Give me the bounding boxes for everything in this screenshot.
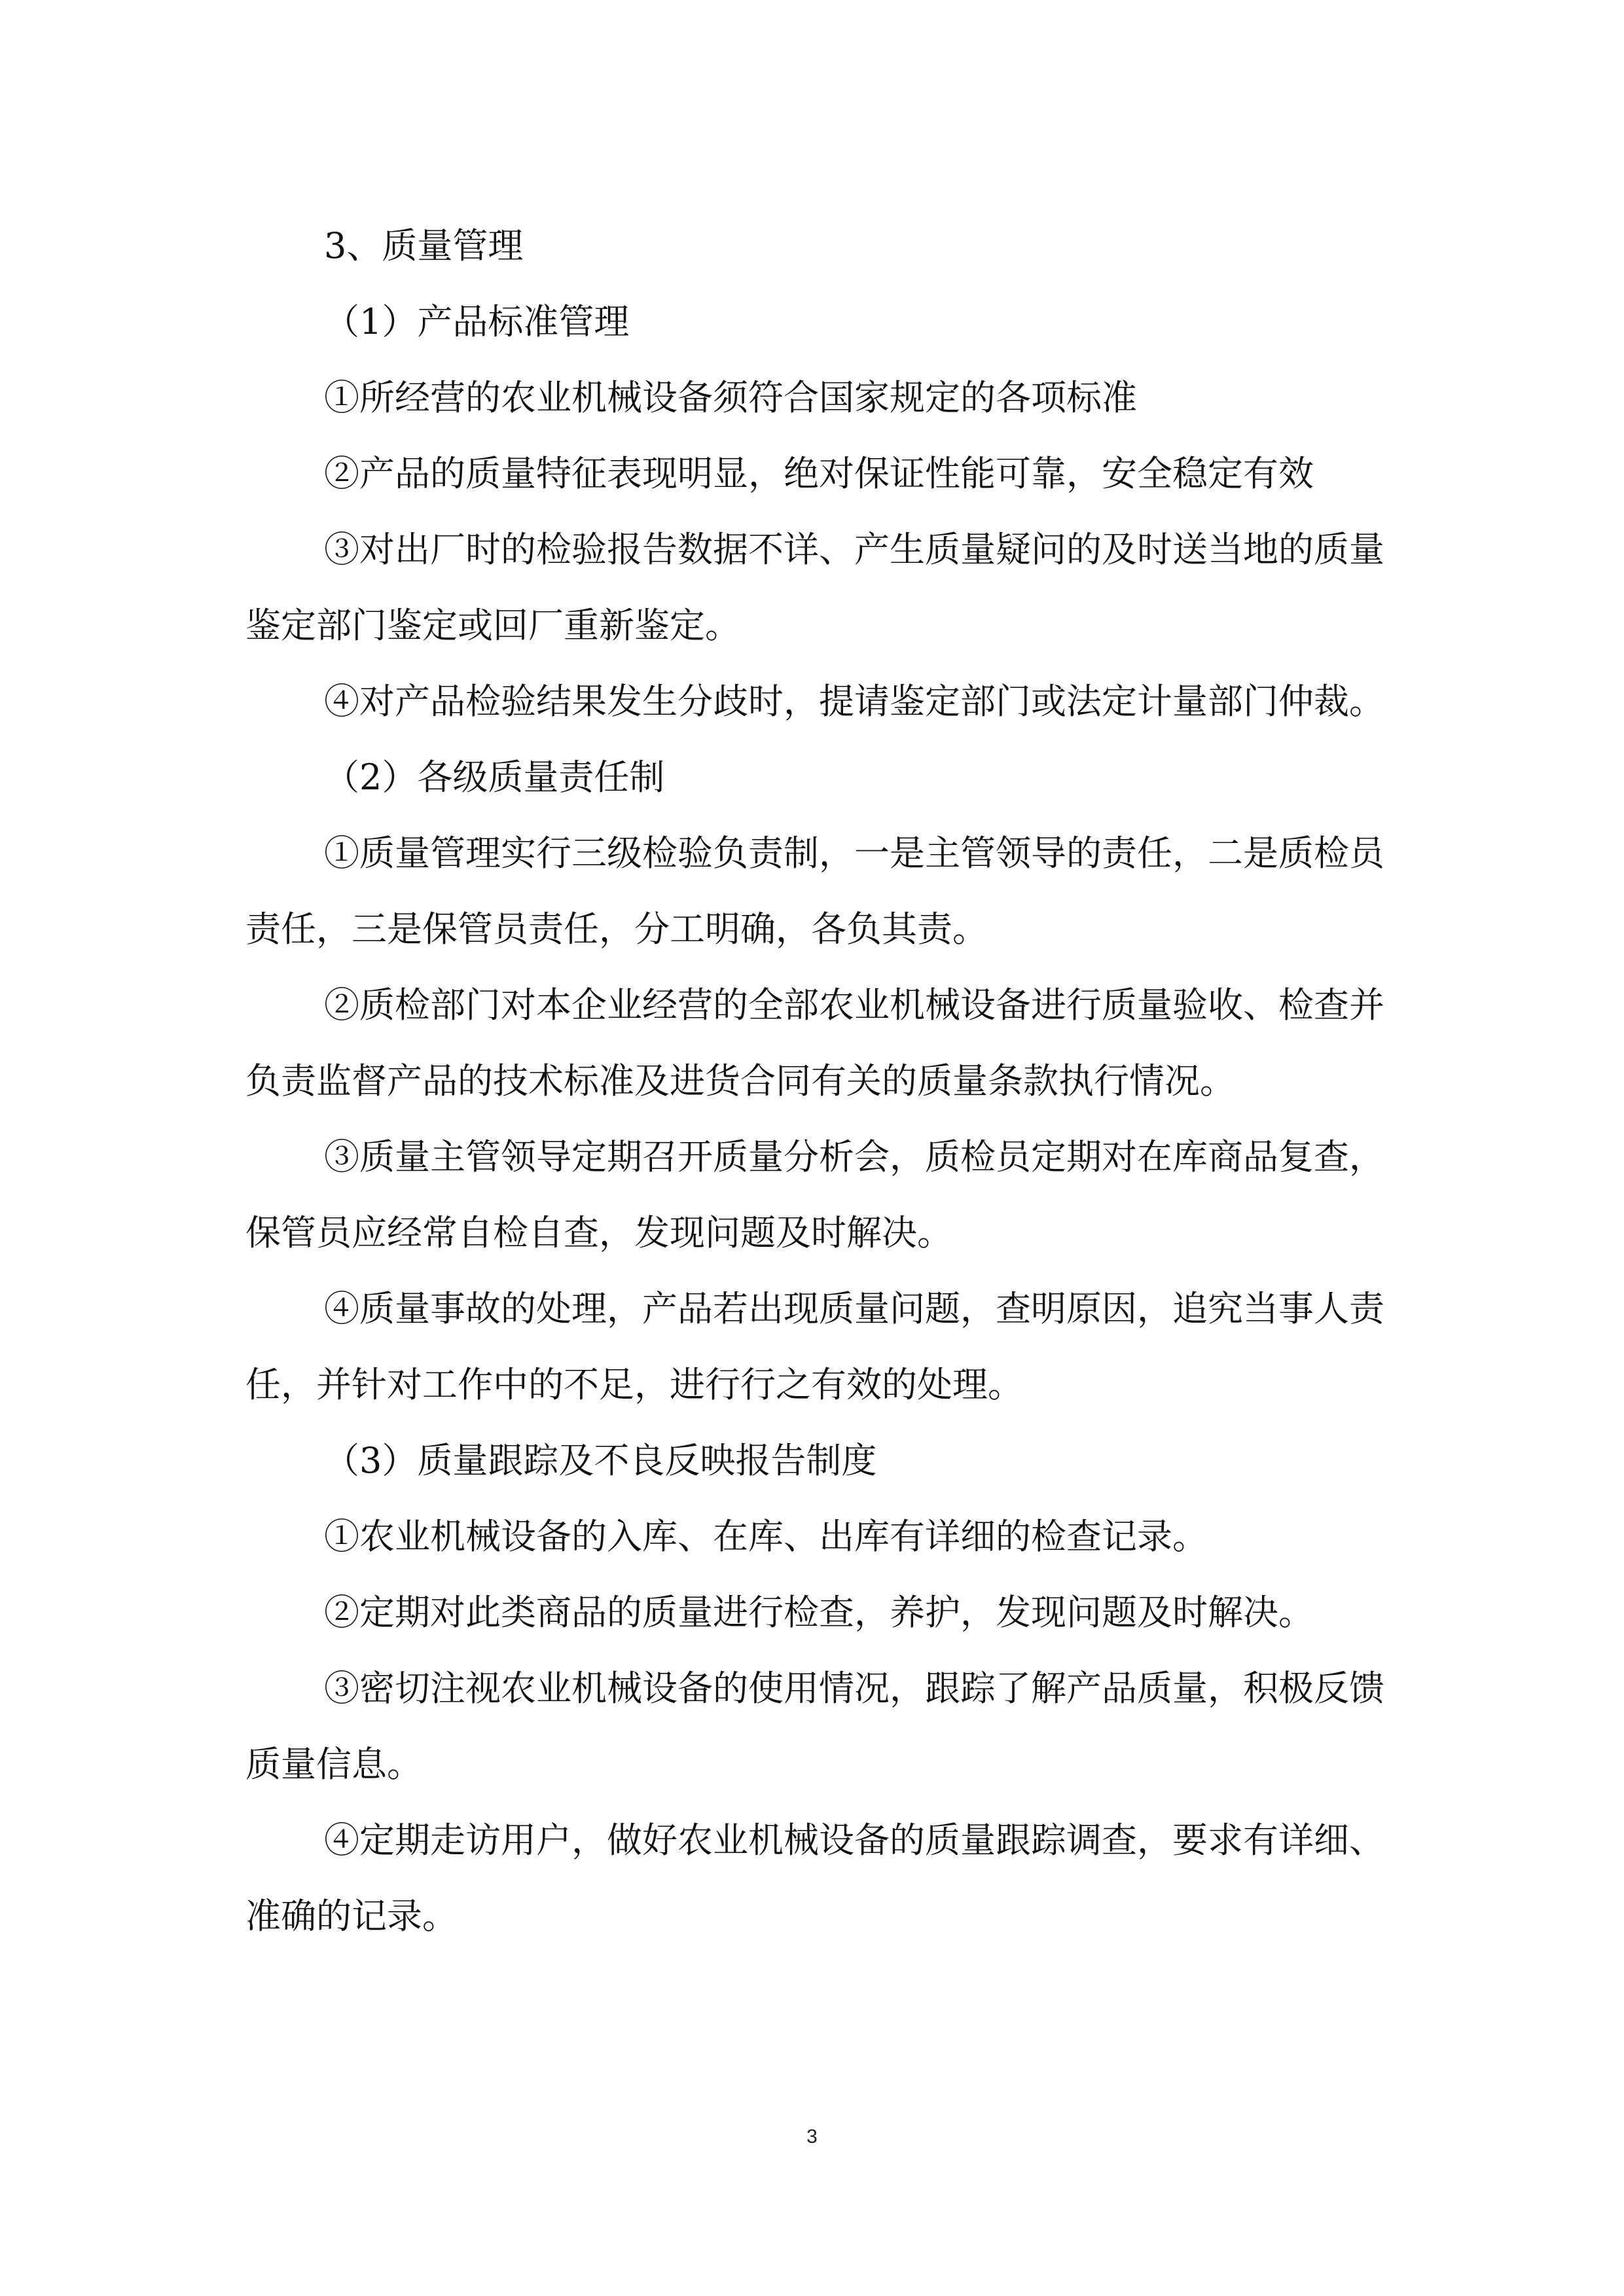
paragraph: ①所经营的农业机械设备须符合国家规定的各项标准 — [324, 377, 1137, 418]
paragraph: ③质量主管领导定期召开质量分析会，质检员定期对在库商品复查，保管员应经常自检自查，发现问题及时解决。 — [245, 1136, 1384, 1253]
paragraph: ④定期走访用户，做好农业机械设备的质量跟踪调查，要求有详细、准确的记录。 — [245, 1820, 1384, 1937]
subsection-heading: （2）各级质量责任制 — [324, 757, 665, 798]
paragraph: ①农业机械设备的入库、在库、出库有详细的检查记录。 — [324, 1516, 1208, 1557]
paragraph: ②产品的质量特征表现明显，绝对保证性能可靠，安全稳定有效 — [324, 453, 1314, 494]
paragraph: ④质量事故的处理，产品若出现质量问题，查明原因，追究当事人责任，并针对工作中的不足，进行行之有效的处理。 — [245, 1288, 1384, 1405]
paragraph: ③密切注视农业机械设备的使用情况，跟踪了解产品质量，积极反馈质量信息。 — [245, 1668, 1384, 1785]
paragraph: ②定期对此类商品的质量进行检查，养护，发现问题及时解决。 — [324, 1592, 1314, 1633]
paragraph: ①质量管理实行三级检验负责制，一是主管领导的责任，二是质检员责任，三是保管员责任，分工明确，各负其责。 — [245, 833, 1384, 950]
page-number: 3 — [806, 2126, 818, 2147]
paragraph: ④对产品检验结果发生分歧时，提请鉴定部门或法定计量部门仲裁。 — [324, 681, 1384, 722]
paragraph: ②质检部门对本企业经营的全部农业机械设备进行质量验收、检查并负责监督产品的技术标准及进货合同有关的质量条款执行情况。 — [245, 984, 1384, 1102]
section-heading: 3、质量管理 — [324, 225, 524, 266]
document-body — [245, 208, 1384, 1954]
subsection-heading: （1）产品标准管理 — [324, 301, 630, 342]
paragraph: ③对出厂时的检验报告数据不详、产生质量疑问的及时送当地的质量鉴定部门鉴定或回厂重新鉴定。 — [245, 529, 1384, 646]
subsection-heading: （3）质量跟踪及不良反映报告制度 — [324, 1440, 877, 1481]
